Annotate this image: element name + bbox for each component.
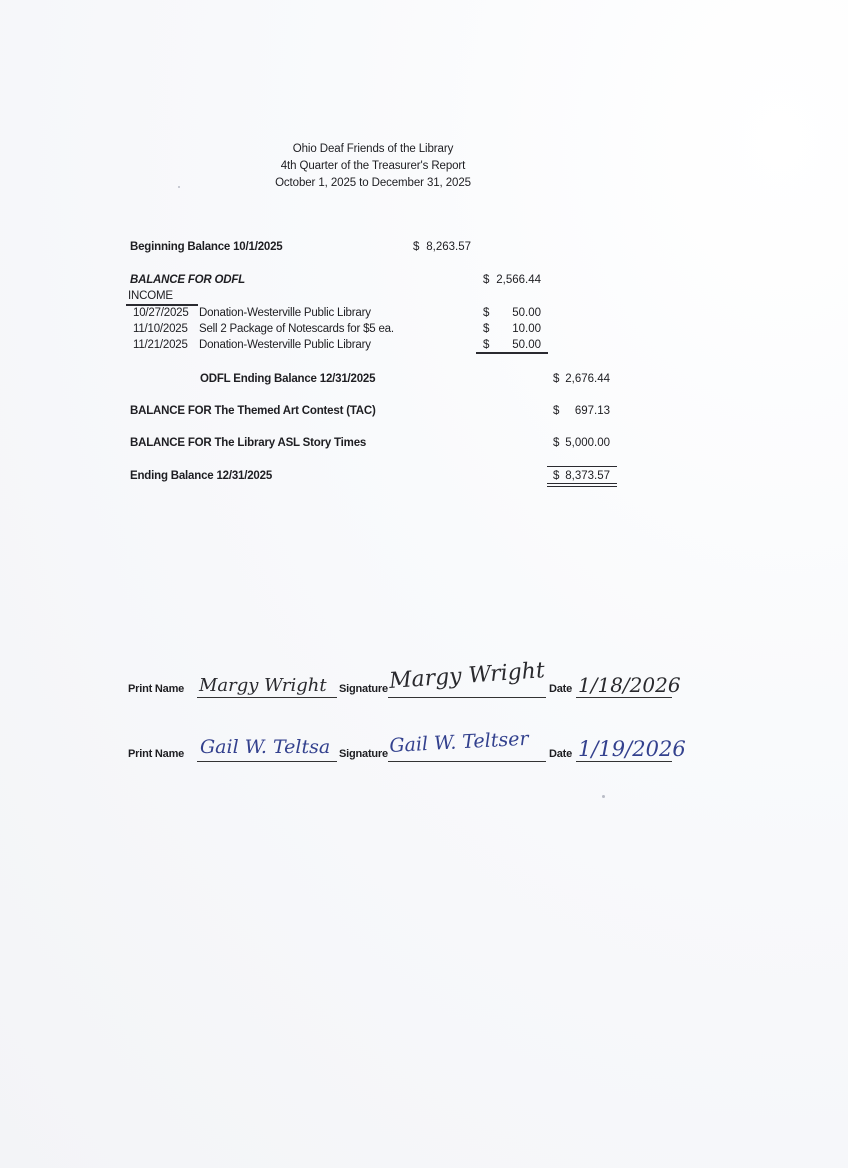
amount-value: 8,263.57: [426, 241, 471, 253]
income-item-description: Donation-Westerville Public Library: [199, 307, 371, 319]
income-item-description: Sell 2 Package of Notescards for $5 ea.: [199, 323, 394, 335]
ending-balance-label: Ending Balance 12/31/2025: [130, 470, 273, 482]
org-title: Ohio Deaf Friends of the Library: [292, 143, 454, 155]
income-total-rule: [476, 352, 548, 354]
amount-value: 8,373.57: [565, 470, 610, 482]
amount-value: 2,676.44: [565, 373, 610, 385]
print-name-label: Print Name: [128, 748, 185, 760]
tac-balance-label: BALANCE FOR The Themed Art Contest (TAC): [130, 405, 376, 417]
currency-symbol: $: [553, 437, 560, 449]
amount-value: 50.00: [512, 307, 541, 319]
scan-speck: [178, 186, 180, 188]
currency-symbol: $: [553, 373, 560, 385]
amount-value: 697.13: [574, 405, 610, 417]
income-item-date: 11/10/2025: [133, 323, 188, 335]
print-name-line: [197, 761, 337, 762]
printed-name-handwritten: Margy Wright: [199, 675, 327, 696]
signature-label: Signature: [339, 683, 388, 695]
asl-balance-label: BALANCE FOR The Library ASL Story Times: [130, 437, 367, 449]
income-heading: INCOME: [128, 290, 173, 302]
amount-value: 10.00: [512, 323, 541, 335]
signature-line: [388, 761, 546, 762]
currency-symbol: $: [483, 323, 490, 335]
odfl-ending-balance-label: ODFL Ending Balance 12/31/2025: [200, 373, 376, 385]
date-label: Date: [549, 748, 573, 760]
scan-speck: [602, 795, 605, 798]
currency-symbol: $: [413, 241, 420, 253]
date-handwritten: 1/19/2026: [578, 737, 686, 761]
income-underline: [126, 304, 198, 306]
income-item-date: 11/21/2025: [133, 339, 188, 351]
amount-value: 50.00: [512, 339, 541, 351]
amount-value: 5,000.00: [565, 437, 610, 449]
date-label: Date: [549, 683, 573, 695]
report-title: 4th Quarter of the Treasurer's Report: [280, 160, 466, 172]
amount-value: 2,566.44: [496, 274, 541, 286]
print-name-line: [197, 697, 337, 698]
signature-handwritten: Gail W. Teltser: [388, 727, 530, 757]
currency-symbol: $: [483, 339, 490, 351]
ending-double-rule-2: [547, 486, 617, 487]
odfl-balance-label: BALANCE FOR ODFL: [130, 274, 245, 286]
signature-handwritten: Margy Wright: [388, 658, 546, 694]
date-line: [576, 697, 672, 698]
report-period: October 1, 2025 to December 31, 2025: [275, 177, 471, 189]
currency-symbol: $: [553, 470, 560, 482]
currency-symbol: $: [483, 307, 490, 319]
beginning-balance-label: Beginning Balance 10/1/2025: [130, 241, 283, 253]
printed-name-handwritten: Gail W. Teltsa: [200, 736, 331, 758]
date-handwritten: 1/18/2026: [578, 673, 681, 697]
print-name-label: Print Name: [128, 683, 185, 695]
signature-line: [388, 697, 546, 698]
currency-symbol: $: [483, 274, 490, 286]
date-line: [576, 761, 672, 762]
ending-double-rule-1: [547, 483, 617, 484]
ending-total-rule-top: [547, 466, 617, 467]
income-item-description: Donation-Westerville Public Library: [199, 339, 371, 351]
currency-symbol: $: [553, 405, 560, 417]
income-item-date: 10/27/2025: [133, 307, 189, 319]
signature-label: Signature: [339, 748, 388, 760]
